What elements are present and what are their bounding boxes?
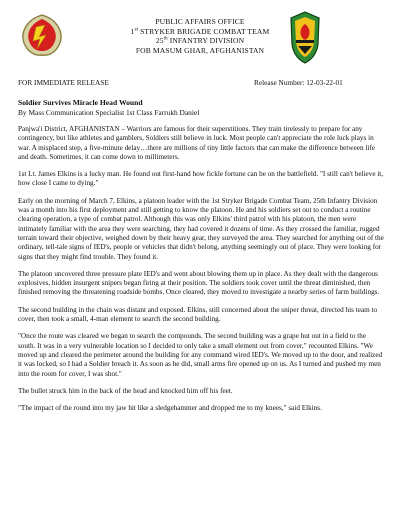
header-line-brigade: 1st STRYKER BRIGADE COMBAT TEAM bbox=[130, 26, 270, 36]
header-line-location: FOB MASUM GHAR, AFGHANISTAN bbox=[135, 45, 265, 55]
article-paragraph: Early on the morning of March 7, Elkins, a platoon leader with the 1st Stryker Brigade Combat Team, 25th Infantry Division was a month into his first deployment and still getting to know the platoon. He and his soldiers set out to conduct a routine clearing operation, a type of combat patrol. Although this was only Elkins' third patrol with his platoon, the men were intimately familiar with the area they were searching, they had covered it dozens of time. As they crossed the familiar, rugged terrain toward their objective, weighed down by their heavy gear, they surveyed the area. They searched for anything out of the ordinary, tell-tale signs of IED's, people or vehicles that didn't belong, anything seemingly out of place. They were looking for signs that they might find trouble. They found it. bbox=[18, 196, 384, 261]
article-paragraph: The second building in the chain was distant and exposed. Elkins, still concerned about the sniper threat, directed his team to cover, then took a small, 4-man element to search the second building. bbox=[18, 305, 378, 324]
article-title: Soldier Survives Miracle Head Wound bbox=[18, 98, 143, 107]
office-header bbox=[0, 17, 400, 55]
article-paragraph: "The impact of the round into my jaw hit like a sledgehammer and dropped me to my knees," said Elkins. bbox=[18, 404, 322, 413]
release-type: FOR IMMEDIATE RELEASE bbox=[18, 78, 109, 87]
article-paragraph: The bullet struck him in the back of the head and knocked him off his feet. bbox=[18, 386, 233, 395]
release-number: Release Number: 12-03-22-01 bbox=[254, 78, 343, 87]
header-line-office: PUBLIC AFFAIRS OFFICE bbox=[155, 17, 245, 26]
header-line-division: 25th INFANTRY DIVISION bbox=[155, 36, 245, 45]
article-paragraph: The platoon uncovered three pressure plate IED's and went about blowing them up in place. As they dealt with the dangerous explosives, hidden insurgent snipers began firing at their position. The soldiers took cover until the threat diminished, then finished removing the threatening roadside bombs. Once cleared, they moved to investigate a nearby series of farm buildings. bbox=[18, 269, 380, 297]
article-paragraph: Panjwa'i District, AFGHANISTAN – Warriors are famous for their superstitions. They train tirelessly to prepare for any contingency, but like athletes and gamblers, Soldiers still believe in luck. Most people can't appreciate the role luck plays in war. A misplaced step, a five-minute delay…there are millions of tiny little factors that can make the difference between life and death. Sometimes, it can come down to millimeters. bbox=[18, 125, 375, 161]
article-paragraph: 1st Lt. James Elkins is a lucky man. He found out first-hand how fickle fortune can be on the battlefield. "I still can't believe it, how close I came to dying." bbox=[18, 170, 384, 188]
article-body bbox=[18, 125, 384, 421]
article-paragraph: "Once the route was cleared we began to search the compounds. The second building was a grape hut out in a field to the south. It was in a very vulnerable location so I decided to only take a small element out from cover," recounted Elkins. "We moved up and cleared the perimeter around the building for any command wired IED's. We moved up to the door, and realized it was locked, so I had a Soldier breach it. As soon as he did, small arms fire opened up on us. As I turned and pushed my men into the room for cover, I was shot." bbox=[18, 332, 383, 378]
article-byline: By Mass Communication Specialist 1st Class Farrukh Daniel bbox=[18, 108, 200, 117]
